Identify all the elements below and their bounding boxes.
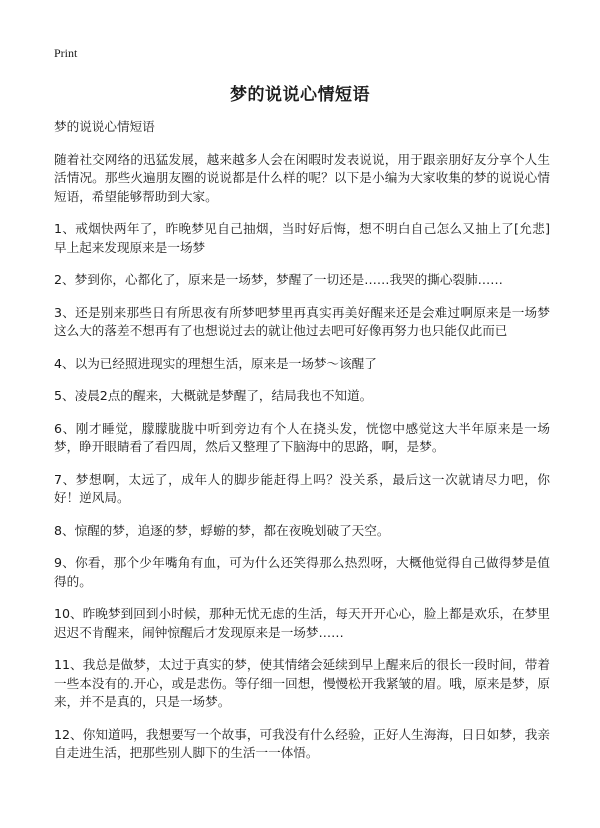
- list-item: 9、你看，那个少年嘴角有血，可为什么还笑得那么热烈呀，大概他觉得自己做得梦是值得的。: [54, 555, 550, 589]
- list-item: 7、梦想啊，太远了，成年人的脚步能赶得上吗？没关系，最后这一次就请尽力吧，你好！逆风局。: [54, 471, 550, 505]
- page-title: 梦的说说心情短语: [230, 85, 370, 105]
- list-item: 10、昨晚梦到回到小时候，那种无忧无虑的生活，每天开开心心，脸上都是欢乐，在梦里迟迟不肯醒来，闹钟惊醒后才发现原来是一场梦……: [54, 606, 550, 640]
- article-subtitle: 梦的说说心情短语: [54, 119, 155, 134]
- list-item: 11、我总是做梦，太过于真实的梦，使其情绪会延续到早上醒来后的很长一段时间，带着一些本没有的.开心，或是悲伤。等仔细一回想，慢慢松开我紧皱的眉。哦，原来是梦，原来，并不是真的，只是一场梦。: [54, 657, 550, 709]
- list-item: 6、刚才睡觉，朦朦胧胧中听到旁边有个人在挠头发，恍惚中感觉这大半年原来是一场梦，睁开眼睛看了看四周，然后又整理了下脑海中的思路，啊，是梦。: [54, 420, 550, 454]
- list-item: 5、凌晨2点的醒来，大概就是梦醒了，结局我也不知道。: [54, 388, 373, 403]
- article-body: [54, 118, 550, 777]
- list-item: 4、以为已经照进现实的理想生活，原来是一场梦～该醒了: [54, 355, 377, 371]
- list-item: 12、你知道吗，我想要写一个故事，可我没有什么经验，正好人生海海，日日如梦，我亲自走进生活，把那些别人脚下的生活一一体悟。: [54, 726, 550, 760]
- intro-paragraph: 随着社交网络的迅猛发展，越来越多人会在闲暇时发表说说，用于跟亲朋好友分享个人生活情况。那些火遍朋友圈的说说都是什么样的呢？以下是小编为大家收集的梦的说说心情短语，希望能够帮助到大家。: [54, 151, 550, 204]
- list-item: 2、梦到你，心都化了，原来是一场梦，梦醒了一切还是……我哭的撕心裂肺……: [54, 272, 503, 287]
- list-item: 3、还是别来那些日有所思夜有所梦吧梦里再真实再美好醒来还是会难过啊原来是一场梦这么大的落差不想再有了也想说过去的就让他过去吧可好像再努力也只能仅此而已: [54, 304, 550, 338]
- list-item: 1、戒烟快两年了，昨晚梦见自己抽烟，当时好后悔，想不明白自己怎么又抽上了[允悲]早上起来发现原来是一场梦: [54, 221, 550, 255]
- list-item: 8、惊醒的梦，追逐的梦，蜉蝣的梦，都在夜晚划破了天空。: [54, 522, 390, 538]
- print-link[interactable]: Print: [54, 46, 78, 60]
